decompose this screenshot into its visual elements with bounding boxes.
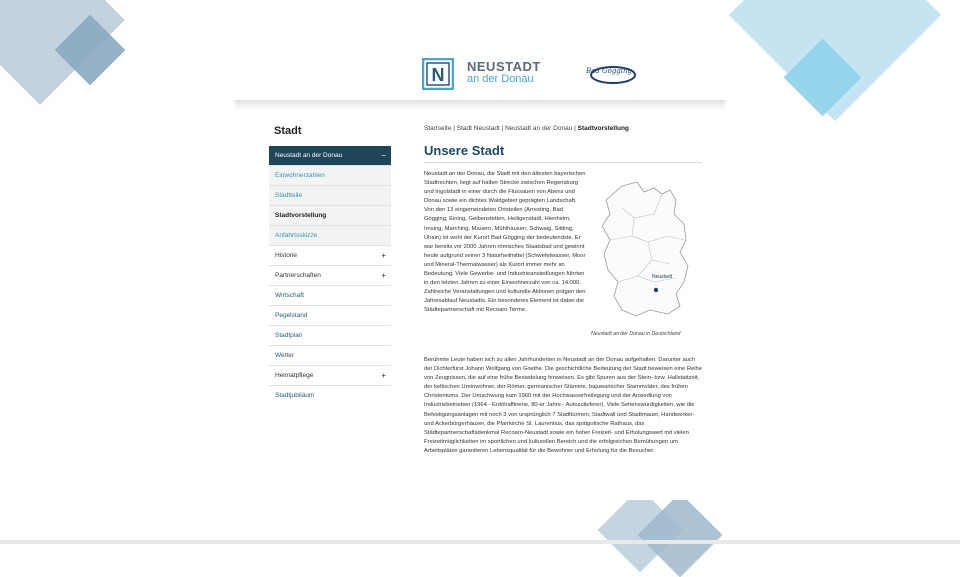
- sidebar-item-label: Stadtplan: [275, 332, 303, 339]
- sidebar-item-partnerschaften[interactable]: [269, 266, 391, 286]
- sidebar-item-label: Historie: [275, 252, 298, 259]
- sidebar-item-label: Stadtjubiläum: [275, 392, 315, 399]
- sidebar-item-neustadt[interactable]: [269, 146, 391, 166]
- city-subtitle: an der Donau: [467, 73, 534, 85]
- sidebar-item-stadtteile[interactable]: [269, 186, 391, 206]
- expand-icon[interactable]: +: [381, 251, 386, 260]
- sidebar-item-wetter[interactable]: [269, 346, 391, 366]
- bad-goegging-logo-icon[interactable]: [583, 60, 639, 88]
- map-marker: [654, 288, 658, 292]
- bottom-divider: [0, 540, 960, 544]
- sidebar-item-stadtjubilaeum[interactable]: [269, 386, 391, 406]
- breadcrumb-separator: |: [499, 125, 506, 132]
- sidebar-item-label: Partnerschaften: [275, 272, 321, 279]
- breadcrumb-separator: |: [451, 125, 457, 132]
- expand-icon[interactable]: +: [381, 371, 386, 380]
- breadcrumb-link-startseite[interactable]: Startseite: [424, 125, 452, 132]
- site-header: [235, 40, 725, 100]
- spa-logo-text: Bad Gögging: [585, 67, 633, 75]
- sidebar-item-label: Einwohnerzahlen: [275, 172, 325, 179]
- map-label: Neustadt: [652, 274, 673, 280]
- sidebar-item-label: Heimatpflege: [275, 372, 314, 379]
- sidebar-item-anfahrtsskizze[interactable]: [269, 226, 391, 246]
- germany-map-icon: [592, 178, 702, 328]
- breadcrumb-link-neustadt-donau[interactable]: Neustadt an der Donau: [505, 125, 573, 132]
- sidebar-item-label: Pegelstand: [275, 312, 308, 319]
- page-title: Unsere Stadt: [424, 143, 505, 158]
- breadcrumb-link-stadt-neustadt[interactable]: Stadt Neustadt: [456, 125, 500, 132]
- sidebar-item-einwohnerzahlen[interactable]: [269, 166, 391, 186]
- sidebar-title: Stadt: [274, 125, 302, 137]
- sidebar-item-label: Stadtteile: [275, 192, 303, 199]
- collapse-icon[interactable]: −: [381, 151, 386, 160]
- city-logo-text[interactable]: [467, 61, 541, 85]
- city-name: NEUSTADT: [467, 59, 541, 74]
- sidebar-item-stadtplan[interactable]: [269, 326, 391, 346]
- sidebar-nav: [269, 146, 391, 406]
- header-shadow: [235, 100, 725, 110]
- sidebar-item-historie[interactable]: [269, 246, 391, 266]
- sidebar-item-label: Stadtvorstellung: [275, 212, 327, 219]
- map-caption: Neustadt an der Donau in Deutschland: [591, 331, 681, 337]
- sidebar-item-label: Neustadt an der Donau: [275, 152, 343, 159]
- sidebar-item-pegelstand[interactable]: [269, 306, 391, 326]
- breadcrumb-current: Stadtvorstellung: [577, 125, 629, 132]
- breadcrumb: [424, 125, 629, 132]
- sidebar-item-stadtvorstellung[interactable]: [269, 206, 391, 226]
- sidebar-item-wirtschaft[interactable]: [269, 286, 391, 306]
- sidebar-item-label: Wetter: [275, 352, 295, 359]
- history-paragraph: Berühmte Leute haben sich zu allen Jahrhunderten in Neustadt an der Donau aufgehalten. Darunter auch der Dichterfürst Johann Wolfgang von Goethe. Die geschichtliche Bedeutung der Stadt beweisen eine Reihe von Zeugnissen, die auf eine frühe Besiedelung hinweisen. Es gibt Spuren aus der Stein- bzw. Hallstattzeit, der keltischen Ureinwohner, der Römer, germanischer Stämme, bajuwarischer Stammväter, des frühen Christentums. Der Umschwung kam 1960 mit der Hochwasserfreilegung und der Ansiedlung von Industriebetrieben (1964 - Erdölraffinerie, 80-er Jahre - Autozulieferer). Viele Sehenswürdigkeiten, wie die Befestigungsanlagen mit noch 3 von ursprünglich 7 Stadttürmen, Stadtwall und Stadtmauer, Handwerker- und Ackerbürgerhäuser, die Pfarrkirche St. Laurentius, das spätgotische Rathaus, das Städtepartnerschaftsdenkmal Recoaro-Neustadt sowie ein hoher Freizeit- und Erholungswert mit vielen Freizeitmöglichkeiten im sportlichen und kulturellen Bereich und die erfolgreichen Bemühungen um Arbeitsplätze garantieren Lebensqualität für die Bewohner und Erholung für die Besucher.: [424, 357, 702, 454]
- sidebar-item-label: Wirtschaft: [275, 292, 304, 299]
- breadcrumb-separator: |: [572, 125, 578, 132]
- intro-paragraph: Neustadt an der Donau, die Stadt mit den ältesten bayerischen Stadtrechten, liegt auf halber Strecke zwischen Regensburg und Ingolstadt in einer durch die Flussauen von Abens und Donau sowie ein dichtes Waldgebiet geprägten Landschaft. Von den 13 eingemeindeten Ortsteilen (Arresting, Bad Gögging, Eining, Geibenstetten, Heiligenstadt, Hienheim, Irnsing, Marching, Mauern, Mühlhausen, Schwaig, Sittling, Ulrain) ist wohl der Kurort Bad Gögging der bedeutendste. Er war bereits vor 2000 Jahren römisches Staatsbad und gewinnt heute aufgrund seiner 3 Naturheilmittel (Schwefelwasser, Moor und Mineral-Thermalwasser) als Kurort immer mehr an Bedeutung. Viele Gewerbe- und Industrieansiedlungen führten in den letzten Jahren zu einer Einwohnerzahl von ca. 14.000. Zahlreiche Veranstaltungen und kulturelle Aktionen prägen den Jahresablauf Neustadts. Ein besonderes Element ist dabei die Städtepartnerschaft mit Recoaro Terme.: [424, 171, 586, 314]
- logo-letter: N: [431, 65, 445, 85]
- title-divider: [424, 162, 702, 163]
- neustadt-logo-icon[interactable]: [422, 58, 454, 90]
- expand-icon[interactable]: +: [381, 271, 386, 280]
- sidebar-item-heimatpflege[interactable]: [269, 366, 391, 386]
- sidebar-item-label: Anfahrtsskizze: [275, 232, 318, 239]
